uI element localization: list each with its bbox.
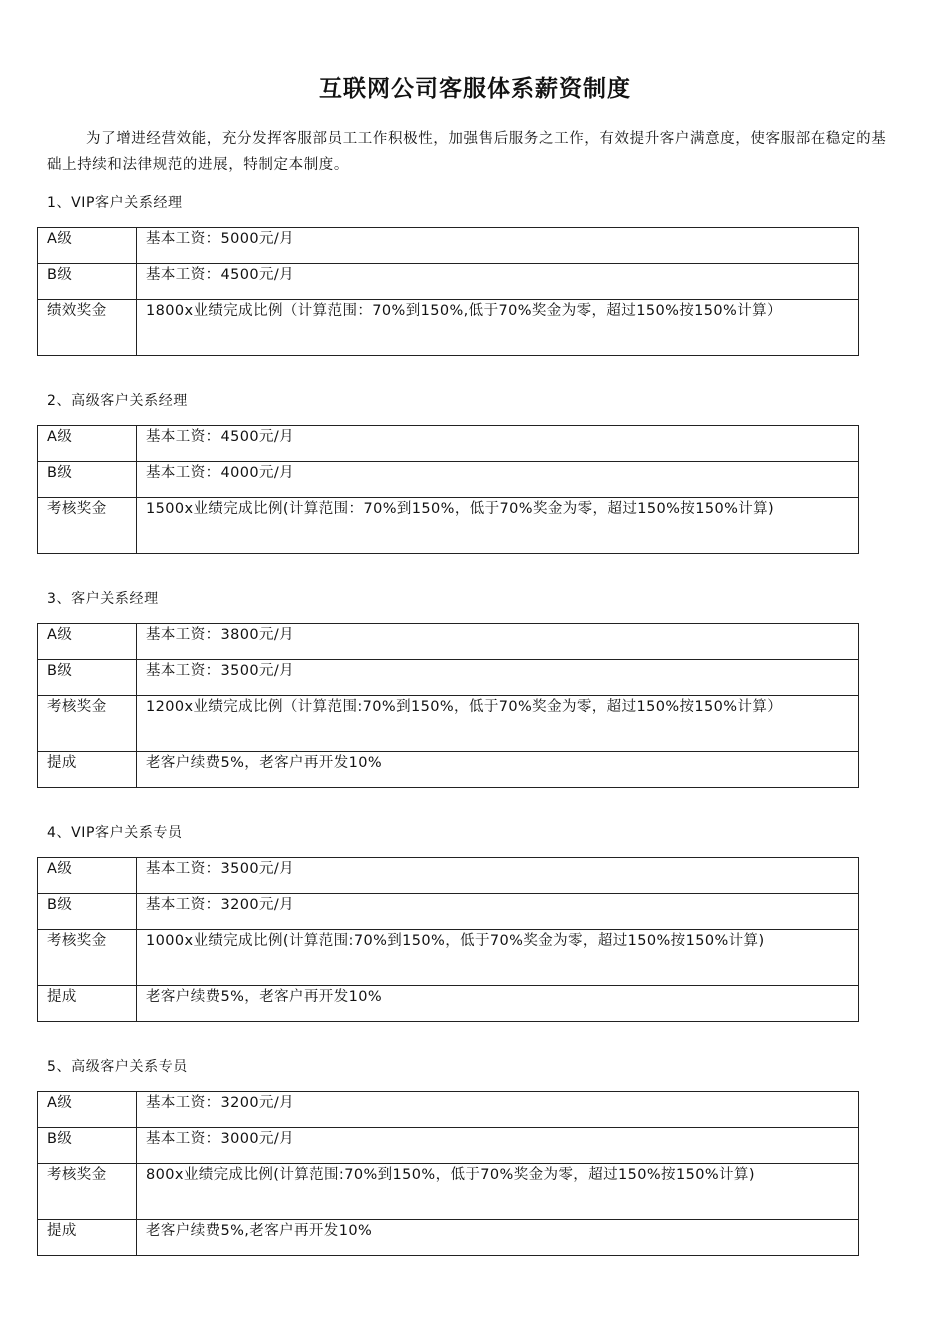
table-row — [38, 1220, 859, 1256]
table-row — [38, 426, 859, 462]
row-label: A级 — [38, 858, 137, 894]
section-heading-senior-specialist: 5、高级客户关系专员 — [47, 1059, 188, 1075]
section-heading-vip-specialist: 4、VIP客户关系专员 — [47, 825, 183, 841]
row-value: 基本工资：4500元/月 — [137, 426, 859, 462]
row-label: A级 — [38, 1092, 137, 1128]
table-row — [38, 624, 859, 660]
salary-table-senior-specialist — [37, 1091, 859, 1256]
row-label: 考核奖金 — [38, 696, 137, 752]
intro-text: 为了增进经营效能，充分发挥客服部员工工作积极性，加强售后服务之工作，有效提升客户满意度，使客服部在稳定的基础上持续和法律规范的进展，特制定本制度。 — [47, 131, 887, 173]
section-heading-senior-manager: 2、高级客户关系经理 — [47, 393, 188, 409]
row-value: 基本工资：3500元/月 — [137, 660, 859, 696]
row-value: 老客户续费5%,老客户再开发10% — [137, 1220, 859, 1256]
row-value: 老客户续费5%，老客户再开发10% — [137, 752, 859, 788]
row-label: 考核奖金 — [38, 498, 137, 554]
row-value: 1000x业绩完成比例(计算范围:70%到150%，低于70%奖金为零，超过150%按150%计算) — [137, 930, 859, 986]
table-row — [38, 498, 859, 554]
table-row — [38, 264, 859, 300]
salary-table-vip-specialist — [37, 857, 859, 1022]
salary-table-vip-manager — [37, 227, 859, 356]
row-value: 老客户续费5%，老客户再开发10% — [137, 986, 859, 1022]
table-row — [38, 300, 859, 356]
row-value: 1200x业绩完成比例（计算范围:70%到150%，低于70%奖金为零，超过150%按150%计算） — [137, 696, 859, 752]
row-value: 基本工资：3000元/月 — [137, 1128, 859, 1164]
table-row — [38, 1164, 859, 1220]
row-value: 基本工资：4000元/月 — [137, 462, 859, 498]
row-value: 基本工资：4500元/月 — [137, 264, 859, 300]
row-value: 800x业绩完成比例(计算范围:70%到150%，低于70%奖金为零，超过150%按150%计算) — [137, 1164, 859, 1220]
row-label: 考核奖金 — [38, 930, 137, 986]
table-row — [38, 752, 859, 788]
table-row — [38, 1092, 859, 1128]
row-label: B级 — [38, 462, 137, 498]
row-label: 提成 — [38, 752, 137, 788]
section-heading-manager: 3、客户关系经理 — [47, 591, 159, 607]
table-row — [38, 894, 859, 930]
row-value: 基本工资：3200元/月 — [137, 894, 859, 930]
table-row — [38, 660, 859, 696]
row-label: A级 — [38, 426, 137, 462]
row-value: 1800x业绩完成比例（计算范围：70%到150%,低于70%奖金为零，超过150%按150%计算） — [137, 300, 859, 356]
row-label: 考核奖金 — [38, 1164, 137, 1220]
row-label: 提成 — [38, 986, 137, 1022]
intro-paragraph — [47, 126, 897, 178]
row-value: 基本工资：5000元/月 — [137, 228, 859, 264]
table-row — [38, 930, 859, 986]
row-label: B级 — [38, 894, 137, 930]
row-value: 1500x业绩完成比例(计算范围：70%到150%，低于70%奖金为零，超过150%按150%计算) — [137, 498, 859, 554]
row-label: B级 — [38, 1128, 137, 1164]
table-row — [38, 1128, 859, 1164]
row-value: 基本工资：3800元/月 — [137, 624, 859, 660]
table-row — [38, 228, 859, 264]
row-label: 提成 — [38, 1220, 137, 1256]
section-heading-vip-manager: 1、VIP客户关系经理 — [47, 195, 183, 211]
document-title: 互联网公司客服体系薪资制度 — [319, 76, 631, 102]
row-label: A级 — [38, 624, 137, 660]
row-label: B级 — [38, 264, 137, 300]
table-row — [38, 858, 859, 894]
table-row — [38, 462, 859, 498]
row-label: 绩效奖金 — [38, 300, 137, 356]
table-row — [38, 696, 859, 752]
row-label: A级 — [38, 228, 137, 264]
row-label: B级 — [38, 660, 137, 696]
row-value: 基本工资：3500元/月 — [137, 858, 859, 894]
table-row — [38, 986, 859, 1022]
salary-table-senior-manager — [37, 425, 859, 554]
row-value: 基本工资：3200元/月 — [137, 1092, 859, 1128]
salary-table-manager — [37, 623, 859, 788]
